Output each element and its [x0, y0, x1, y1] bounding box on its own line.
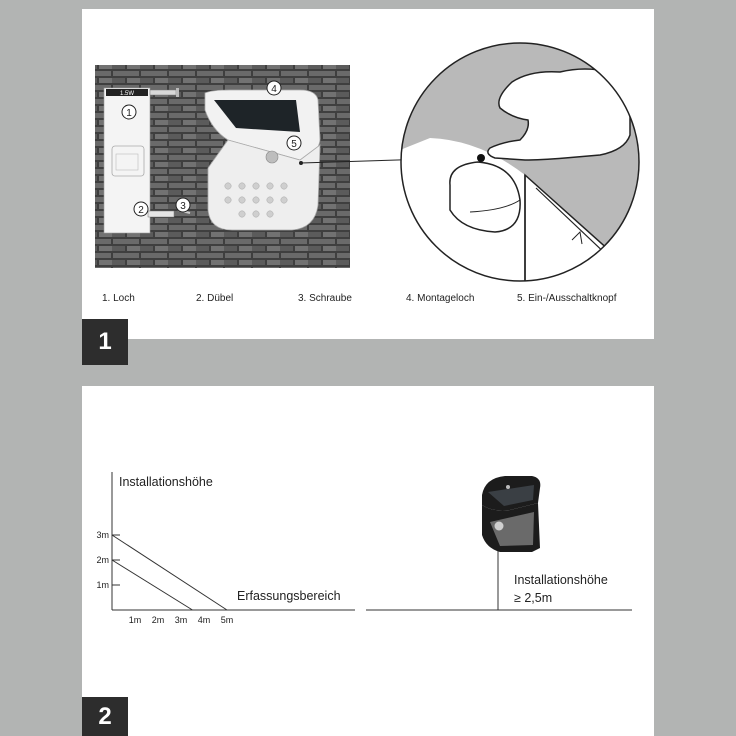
marker-3: [176, 198, 190, 212]
x-axis-label: Erfassungsbereich: [237, 589, 341, 603]
caption-hole: 1. Loch: [102, 293, 135, 304]
x-tick-label: 4m: [197, 615, 211, 625]
y-tick-label: 1m: [96, 580, 109, 590]
zoom-detail: [380, 40, 660, 290]
detection-range-line: [112, 560, 193, 610]
y-tick-label: 2m: [96, 555, 109, 565]
motion-sensor-icon: [266, 151, 278, 163]
caption-screw: 3. Schraube: [298, 293, 352, 304]
step-1-badge: 1: [82, 319, 128, 365]
svg-text:4: 4: [271, 84, 277, 95]
solar-lamp-black: [482, 476, 540, 552]
height-label: Installationshöhe: [514, 573, 608, 587]
step-2-badge: 2: [82, 697, 128, 736]
x-tick-label: 2m: [151, 615, 165, 625]
power-button-icon: [477, 154, 485, 162]
svg-text:2: 2: [138, 205, 144, 216]
solar-lamp-white: [205, 90, 320, 230]
caption-power-button: 5. Ein-/Ausschaltknopf: [517, 293, 617, 304]
svg-text:5: 5: [291, 139, 297, 150]
marker-5: [287, 136, 301, 150]
marker-1: [122, 105, 136, 119]
detection-range-line: [112, 535, 227, 610]
x-tick-group: [129, 615, 234, 625]
template-label: 1.5W: [119, 91, 135, 97]
svg-text:3: 3: [180, 201, 186, 212]
svg-text:1: 1: [126, 108, 132, 119]
marker-4: [267, 81, 281, 95]
x-tick-label: 3m: [174, 615, 188, 625]
motion-sensor-icon: [495, 522, 504, 531]
y-tick-group: [96, 530, 120, 590]
x-tick-label: 1m: [128, 615, 142, 625]
y-axis-label: Installationshöhe: [119, 475, 213, 489]
detection-chart: [96, 472, 355, 625]
height-value: ≥ 2,5m: [514, 591, 553, 605]
marker-2: [134, 202, 148, 216]
caption-dowel: 2. Dübel: [196, 293, 234, 304]
dowel-icon: [148, 211, 174, 217]
caption-mounting-hole: 4. Montageloch: [406, 293, 475, 304]
x-tick-label: 5m: [220, 615, 234, 625]
detection-range-lines: [112, 535, 227, 610]
y-tick-label: 3m: [96, 530, 109, 540]
